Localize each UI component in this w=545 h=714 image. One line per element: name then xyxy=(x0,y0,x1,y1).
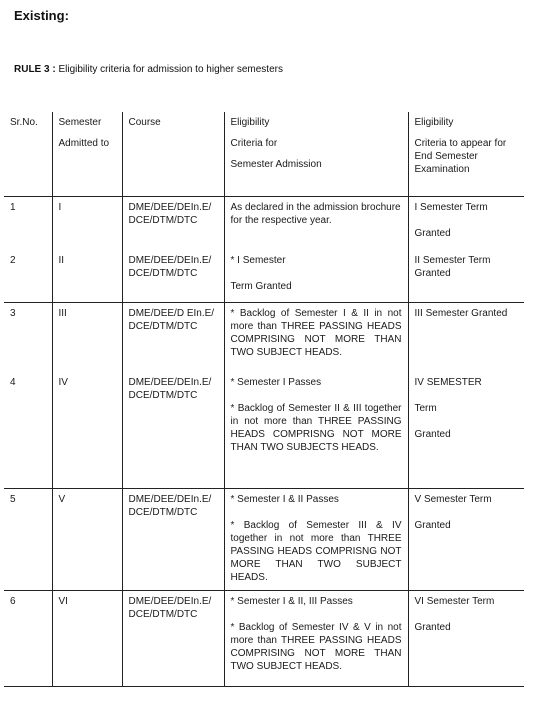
cell-semester: III xyxy=(52,302,122,372)
cell-admission: * Semester I & II Passes * Backlog of Semester III & IV together in not more than THREE PASSING HEADS COMPRISNG NOT MORE THAN TWO SUBJECT HEADS. xyxy=(224,488,408,590)
cell-admission: * Semester I & II, III Passes * Backlog of Semester IV & V in not more than THREE PASSING HEADS COMPRISING NOT MORE THAN TWO SUBJECT HEADS. xyxy=(224,590,408,686)
cell-course: DME/DEE/DEIn.E/ DCE/DTM/DTC xyxy=(122,250,224,302)
cell-semester: VI xyxy=(52,590,122,686)
table-row xyxy=(4,302,524,372)
header-semester: Semester Admitted to xyxy=(52,112,122,196)
cell-srno: 1 xyxy=(4,196,52,250)
header-eligibility-admission: Eligibility Criteria for Semester Admission xyxy=(224,112,408,196)
cell-admission: * Semester I Passes * Backlog of Semester II & III together in not more than THREE PASSING HEADS COMPRISNG NOT MORE THAN TWO SUBJECTS HEADS. xyxy=(224,372,408,488)
cell-exam: IV SEMESTER Term Granted xyxy=(408,372,524,488)
table-row xyxy=(4,196,524,250)
cell-semester: IV xyxy=(52,372,122,488)
rule-text: Eligibility criteria for admission to higher semesters xyxy=(58,64,283,75)
table-header-row xyxy=(4,112,524,196)
cell-exam: III Semester Granted xyxy=(414,307,508,319)
cell-course: DME/DEE/DEIn.E/ DCE/DTM/DTC xyxy=(122,590,224,686)
cell-course: DME/DEE/DEIn.E/ DCE/DTM/DTC xyxy=(122,196,224,250)
header-course: Course xyxy=(122,112,224,196)
cell-admission: * I Semester Term Granted xyxy=(224,250,408,302)
cell-course: DME/DEE/DEIn.E/ DCE/DTM/DTC xyxy=(122,372,224,488)
cell-course: DME/DEE/DEIn.E/ DCE/DTM/DTC xyxy=(122,488,224,590)
cell-admission: * Backlog of Semester I & II in not more than THREE PASSING HEADS COMPRISING NOT MORE THAN TWO SUBJECT HEADS. xyxy=(224,302,408,372)
cell-exam: I Semester Term Granted xyxy=(414,201,488,239)
page-heading: Existing: xyxy=(14,8,69,23)
rule-label: RULE 3 : xyxy=(14,64,56,75)
table-row xyxy=(4,590,524,686)
table-row xyxy=(4,488,524,590)
cell-srno: 2 xyxy=(4,250,52,302)
rule-title xyxy=(14,64,283,75)
eligibility-table xyxy=(4,112,524,687)
cell-semester: V xyxy=(52,488,122,590)
cell-course: DME/DEE/D EIn.E/ DCE/DTM/DTC xyxy=(122,302,224,372)
header-srno: Sr.No. xyxy=(4,112,52,196)
cell-srno: 4 xyxy=(4,372,52,488)
cell-semester: I xyxy=(52,196,122,250)
header-eligibility-exam: Eligibility Criteria to appear for End Semester Examination xyxy=(408,112,524,196)
cell-admission: As declared in the admission brochure for the respective year. xyxy=(224,196,408,250)
cell-exam: II Semester Term Granted xyxy=(408,250,524,302)
cell-exam: VI Semester Term Granted xyxy=(408,590,524,686)
cell-semester: II xyxy=(52,250,122,302)
cell-srno: 5 xyxy=(4,488,52,590)
table-row xyxy=(4,372,524,488)
cell-exam: V Semester Term Granted xyxy=(408,488,524,590)
cell-srno: 6 xyxy=(4,590,52,686)
table-row xyxy=(4,250,524,302)
cell-srno: 3 xyxy=(4,302,52,372)
